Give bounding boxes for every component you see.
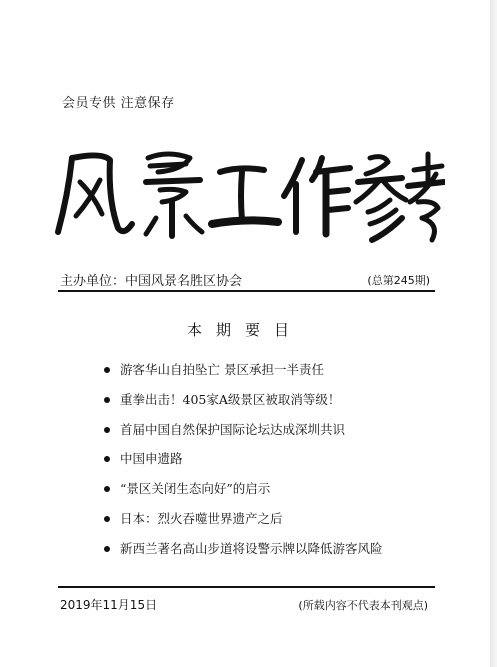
toc-list (104, 360, 383, 569)
toc-item (104, 479, 383, 509)
calligraphy-char-3 (212, 168, 278, 224)
footer-divider (58, 586, 435, 588)
calligraphy-char-2 (146, 154, 202, 236)
issue-number: (总第245期) (367, 274, 430, 287)
bullet-icon (104, 427, 110, 433)
calligraphy-char-4 (284, 158, 350, 234)
toc-item-text: 日本：烈火吞噬世界遗产之后 (120, 510, 283, 526)
toc-item-text: “景区关闭生态向好”的启示 (120, 481, 271, 497)
bullet-icon (104, 546, 110, 552)
publication-date: 2019年11月15日 (60, 598, 158, 612)
bullet-icon (104, 397, 110, 403)
calligraphy-char-5 (356, 157, 406, 240)
header-divider (58, 290, 435, 292)
toc-item-text: 重拳出击！405家A级景区被取消等级！ (120, 391, 341, 407)
toc-item (104, 449, 383, 479)
toc-title: 本期要目 (186, 321, 303, 339)
calligraphy-char-1 (58, 155, 132, 232)
masthead-calligraphy-logo (50, 140, 445, 245)
calligraphy-char-6 (408, 154, 444, 240)
toc-item-text: 首届中国自然保护国际论坛达成深圳共识 (120, 421, 346, 437)
toc-item-text: 新西兰著名高山步道将设警示牌以降低游客风险 (120, 540, 383, 556)
toc-item (104, 420, 383, 450)
host-organization: 主办单位：中国风景名胜区协会 (60, 274, 243, 289)
bullet-icon (104, 367, 110, 373)
toc-item-text: 中国申遗路 (120, 451, 183, 467)
toc-item-text: 游客华山自拍坠亡 景区承担一半责任 (120, 362, 324, 377)
bullet-icon (104, 486, 110, 492)
bullet-icon (104, 456, 110, 462)
toc-item (104, 390, 383, 420)
members-only-note: 会员专供 注意保存 (62, 96, 175, 111)
bullet-icon (104, 516, 110, 522)
toc-item (104, 360, 383, 390)
toc-item (104, 509, 383, 539)
disclaimer: (所载内容不代表本刊观点) (298, 599, 428, 612)
toc-item (104, 539, 383, 569)
page-edge-shadow (490, 0, 497, 667)
